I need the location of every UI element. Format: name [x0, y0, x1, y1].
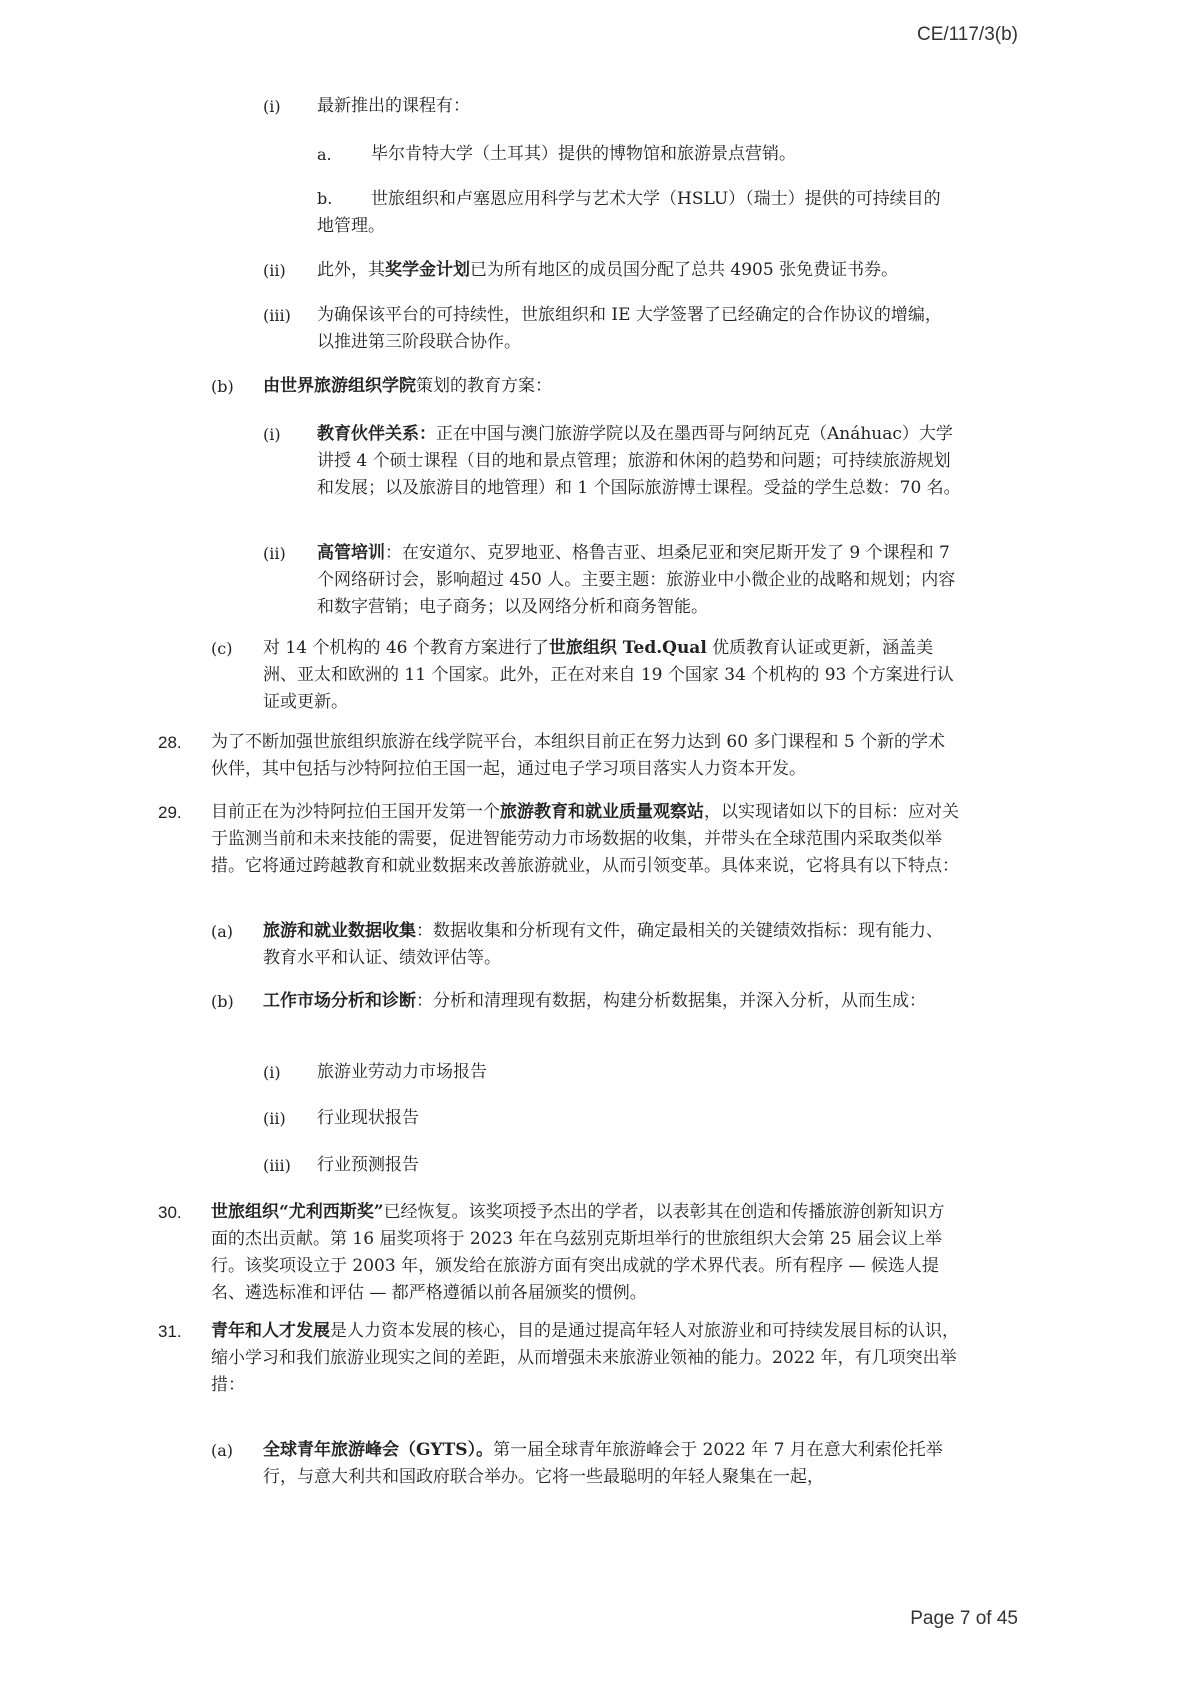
paragraph-number: 29. [158, 803, 182, 822]
item-label: b. [317, 189, 333, 208]
paragraph-text [211, 1318, 959, 1399]
item-label: (b) [211, 377, 234, 396]
item-label: (iii) [263, 306, 291, 325]
bold-term: 青年和人才发展 [211, 1321, 330, 1341]
item-text: 最新推出的课程有： [317, 96, 470, 116]
bold-term: 世旅组织 Ted.Qual [548, 638, 707, 658]
bold-term: 教育伙伴关系： [317, 424, 436, 444]
item-label: (i) [263, 1063, 281, 1082]
text-span: ：分析和清理现有数据，构建分析数据集，并深入分析，从而生成： [416, 991, 926, 1011]
item-text: 旅游业劳动力市场报告 [317, 1062, 487, 1082]
item-text: 行业预测报告 [317, 1155, 419, 1175]
item-label: (b) [211, 992, 234, 1011]
item-text [317, 257, 957, 284]
item-label: (ii) [263, 1109, 286, 1128]
item-text [317, 421, 962, 502]
text-span: 已为所有地区的成员国分配了总共 4905 张免费证书券。 [470, 260, 899, 280]
item-label: (i) [263, 425, 281, 444]
item-label: (a) [211, 922, 234, 941]
text-span: 目前正在为沙特阿拉伯王国开发第一个 [211, 802, 500, 822]
item-text [263, 373, 958, 400]
item-text [263, 918, 958, 972]
paragraph-number: 28. [158, 733, 182, 752]
bold-term: 工作市场分析和诊断 [263, 991, 416, 1011]
item-text [263, 1437, 958, 1491]
text-span: ，以实现诸如以下的目标：应对关于监测当前和未来技能的需要，促进智能劳动力市场数据的收集，并带头在全球范围内采取类似举措。它将通过跨越教育和就业数据来改善旅游就业，从而引领变革。具体来说，它将具有以下特点： [211, 802, 959, 876]
paragraph-number: 31. [158, 1322, 182, 1341]
item-label: (iii) [263, 1156, 291, 1175]
item-label: (ii) [263, 544, 286, 563]
item-text [263, 635, 958, 716]
item-body: 世旅组织和卢塞恩应用科学与艺术大学（HSLU）（瑞士）提供的可持续目的地管理。 [317, 189, 941, 236]
text-span: 第一届全球青年旅游峰会于 2022 年 7 月在意大利索伦托举行，与意大利共和国政府联合举办。它将一些最聪明的年轻人聚集在一起， [263, 1440, 943, 1487]
item-text: 为确保该平台的可持续性，世旅组织和 IE 大学签署了已经确定的合作协议的增编，以推进第三阶段联合协作。 [317, 305, 942, 352]
item-label: (c) [211, 639, 233, 658]
text-span: 是人力资本发展的核心，目的是通过提高年轻人对旅游业和可持续发展目标的认识，缩小学习和我们旅游业现实之间的差距，从而增强未来旅游业领袖的能力。2022 年，有几项突出举措： [211, 1321, 959, 1395]
text-span: ：在安道尔、克罗地亚、格鲁吉亚、坦桑尼亚和突尼斯开发了 9 个课程和 7 个网络研讨会，影响超过 450 人。主要主题：旅游业中小微企业的战略和规划；内容和数字营销；电子商务；以及网络分析和商务智能。 [317, 543, 956, 617]
item-label: (i) [263, 97, 281, 116]
bold-term: 旅游和就业数据收集 [263, 921, 416, 941]
paragraph-text [211, 799, 959, 880]
text-span: 已经恢复。该奖项授予杰出的学者，以表彰其在创造和传播旅游创新知识方面的杰出贡献。第 16 届奖项将于 2023 年在乌兹别克斯坦举行的世旅组织大会第 25 届会议上举行。该奖项设立于 2003 年，颁发给在旅游方面有突出成就的学术界代表。所有程序 — 候选人提名、遴选标准和评估 — 都严格遵循以前各届颁奖的惯例。 [211, 1202, 945, 1303]
paragraph-text: 为了不断加强世旅组织旅游在线学院平台，本组织目前正在努力达到 60 多门课程和 5 个新的学术伙伴，其中包括与沙特阿拉伯王国一起，通过电子学习项目落实人力资本开发。 [211, 732, 946, 779]
paragraph-number: 30. [158, 1203, 182, 1222]
text-span: ：数据收集和分析现有文件，确定最相关的关键绩效指标：现有能力、教育水平和认证、绩效评估等。 [263, 921, 943, 968]
item-label: (ii) [263, 261, 286, 280]
text-span: 对 14 个机构的 46 个教育方案进行了 [263, 638, 549, 658]
item-text: 毕尔肯特大学（土耳其）提供的博物馆和旅游景点营销。 [371, 144, 796, 164]
text-span: 此外，其 [317, 260, 385, 280]
bold-term: 高管培训 [317, 543, 385, 563]
bold-term: 世旅组织“尤利西斯奖” [211, 1202, 384, 1222]
text-span: 正在中国与澳门旅游学院以及在墨西哥与阿纳瓦克（Anáhuac）大学讲授 4 个硕士课程（目的地和景点管理；旅游和休闲的趋势和问题；可持续旅游规划和发展；以及旅游目的地管理）和 1 个国际旅游博士课程。受益的学生总数：70 名。 [317, 424, 961, 498]
text-span: 策划的教育方案： [416, 376, 552, 396]
item-label: (a) [211, 1441, 234, 1460]
bold-term: 旅游教育和就业质量观察站 [500, 802, 704, 822]
bold-term: 奖学金计划 [385, 260, 470, 280]
paragraph-text [211, 1199, 959, 1307]
text-span: 优质教育认证或更新，涵盖美洲、亚太和欧洲的 11 个国家。此外，正在对来自 19 个国家 34 个机构的 93 个方案进行认证或更新。 [263, 638, 954, 712]
bold-term: 由世界旅游组织学院 [263, 376, 416, 396]
item-text [263, 988, 958, 1015]
item-text [317, 185, 957, 240]
document-code: CE/117/3(b) [916, 24, 1018, 45]
item-text: 行业现状报告 [317, 1108, 419, 1128]
item-text [317, 540, 957, 621]
bold-term: 全球青年旅游峰会（GYTS）。 [263, 1440, 494, 1460]
page-number: Page 7 of 45 [910, 1608, 1018, 1629]
item-label: a. [317, 145, 332, 164]
